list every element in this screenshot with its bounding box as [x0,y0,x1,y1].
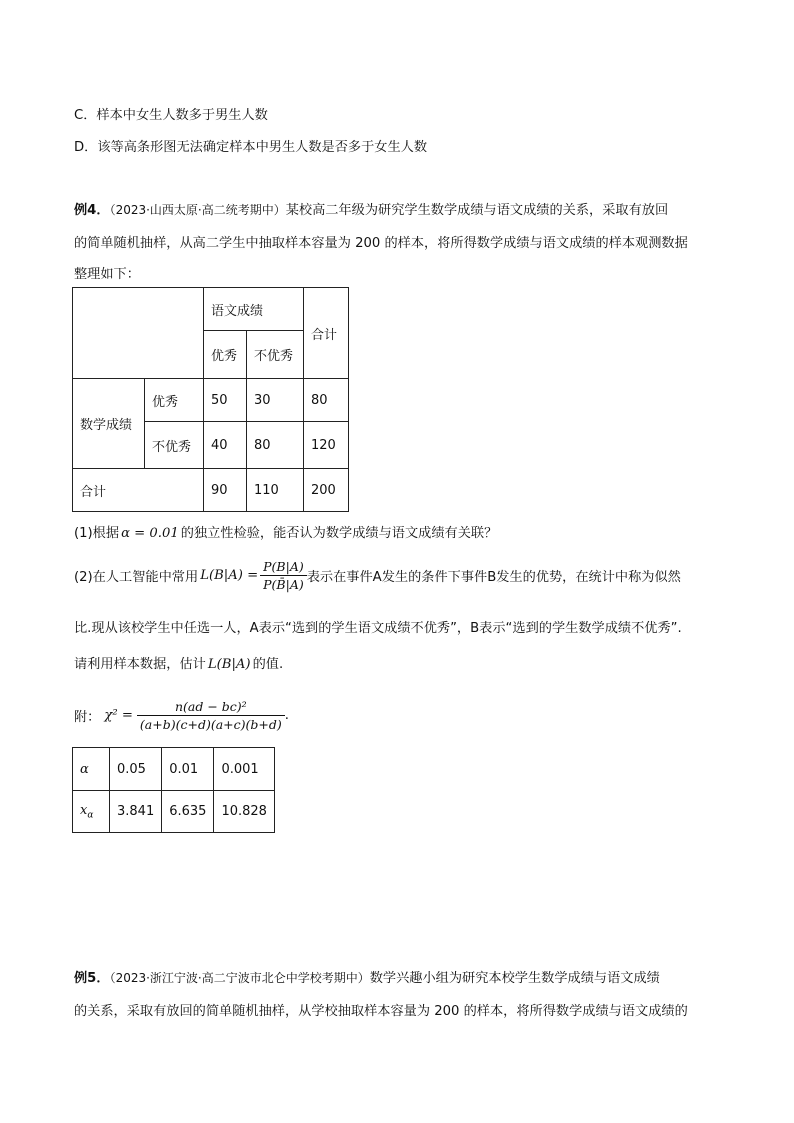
alpha-value: 0.01 [162,748,214,791]
cell-value: 200 [304,469,349,512]
example5-line1-text: 数学兴趣小组为研究本校学生数学成绩与语文成绩 [369,971,660,986]
appendix-end: . [284,707,289,723]
row-label-not-excellent: 不优秀 [145,422,204,469]
critical-value: 3.841 [110,791,162,833]
q2-line3-suffix: 的值. [252,657,284,672]
cell-value: 80 [304,379,349,422]
example4-line1-text: 某校高二年级为研究学生数学成绩与语文成绩的关系，采取有放回 [285,203,669,218]
critical-value: 10.828 [214,791,275,833]
row-label-excellent: 优秀 [145,379,204,422]
header-chinese-score: 语文成绩 [204,288,304,331]
question-1 [74,522,497,541]
example4-line2: 的简单随机抽样，从高二学生中抽取样本容量为 200 的样本，将所得数学成绩与语文成绩的样本观测数据 [74,236,688,251]
cell-value: 90 [204,469,247,512]
q2-line3-expr: L(B|A) [207,657,251,672]
appendix-fraction [137,699,285,732]
q2-prefix: (2)在人工智能中常用 [74,569,199,585]
question-2-line3 [74,653,283,672]
appendix-denominator: (a+b)(c+d)(a+c)(b+d) [139,716,282,732]
q1-prefix: (1)根据 [74,526,120,541]
q1-alpha: α = 0.01 [121,526,179,541]
cell-value: 110 [247,469,304,512]
critical-value-table [72,747,275,833]
row-label-total: 合计 [73,469,204,512]
cell-value: 120 [304,422,349,469]
option-c: C．样本中女生人数多于男生人数 [74,108,268,123]
cell-value: 50 [204,379,247,422]
appendix-label: 附： [74,709,101,725]
example4-source: （2023·山西太原·高二统考期中） [109,203,286,217]
q2-line3-prefix: 请利用样本数据，估计 [74,657,206,672]
cell-value: 80 [247,422,304,469]
header-excellent: 优秀 [204,331,247,379]
table-corner-cell [73,288,204,379]
q2-fraction-denominator: P(B̄|A) [263,576,304,592]
critical-value: 6.635 [162,791,214,833]
question-2-line1 [74,550,681,600]
cell-value: 40 [204,422,247,469]
example4-line3: 整理如下： [74,267,140,282]
example4-line1 [74,199,668,218]
example5-source: （2023·浙江宁波·高二宁波市北仑中学校考期中） [109,971,370,985]
critical-label-sub: α [87,810,94,821]
q2-fraction-numerator: P(B|A) [260,559,307,576]
option-d: D．该等高条形图无法确定样本中男生人数是否多于女生人数 [74,140,428,155]
row-group-math-score: 数学成绩 [73,379,145,469]
alpha-value: 0.001 [214,748,275,791]
alpha-label: α [73,748,110,791]
q2-suffix: 表示在事件A发生的条件下事件B发生的优势，在统计中称为似然 [306,569,681,585]
header-not-excellent: 不优秀 [247,331,304,379]
appendix-chi-square: χ² = [104,707,133,723]
appendix-formula [74,690,289,740]
alpha-value: 0.05 [110,748,162,791]
example4-label: 例4． [74,203,110,218]
critical-label-x: x [80,802,88,818]
q1-suffix: 的独立性检验，能否认为数学成绩与语文成绩有关联？ [180,526,498,541]
critical-label [73,791,110,833]
example5-line1 [74,967,660,986]
question-2-line2: 比.现从该校学生中任选一人，A表示“选到的学生语文成绩不优秀”，B表示“选到的学生数学成绩不优秀”. [74,621,682,636]
appendix-numerator: n(ad − bc)² [137,699,285,716]
q2-fraction [260,559,307,592]
example5-label: 例5． [74,971,110,986]
q2-lhs: L(B|A) = [200,567,259,583]
example5-line2: 的关系，采取有放回的简单随机抽样，从学校抽取样本容量为 200 的样本，将所得数学成绩与语文成绩的 [74,1004,688,1019]
contingency-table [72,287,349,512]
cell-value: 30 [247,379,304,422]
header-total: 合计 [304,288,349,379]
